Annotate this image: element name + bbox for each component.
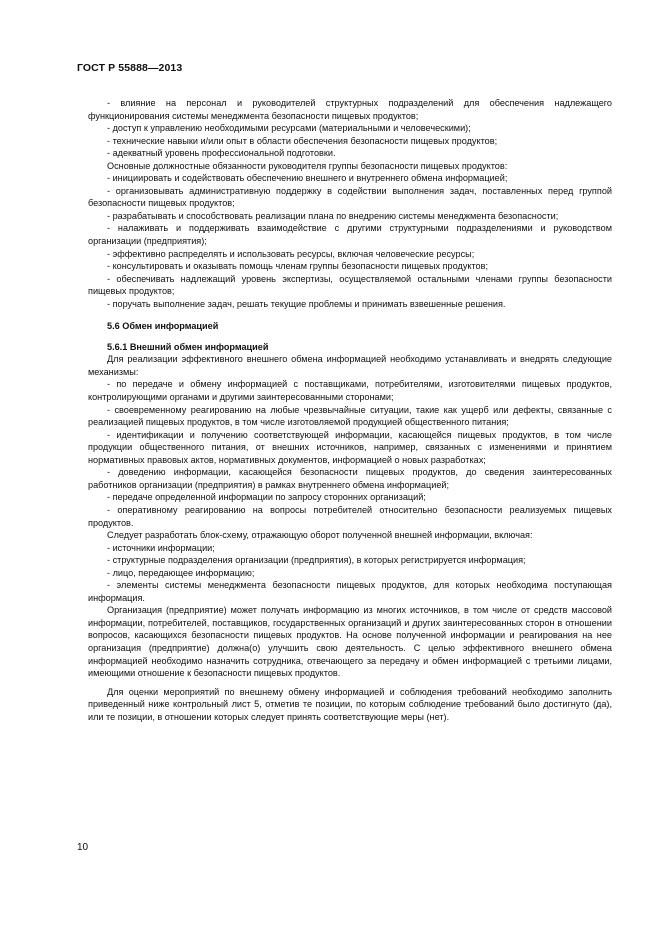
paragraph: - передаче определенной информации по запросу сторонних организаций;: [107, 492, 426, 503]
paragraph: - поручать выполнение задач, решать текущие проблемы и принимать взвешенные решения.: [107, 298, 506, 309]
paragraph: - идентификации и получению соответствующей информации, касающейся пищевых продуктов, в том числе продукции общественного питания, от внешних источников, например, связанных с изменениями и принятием нормативных правовых актов, нормативных документов, информацией о новых разработках;: [88, 429, 612, 465]
paragraph: - обеспечивать надлежащий уровень экспертизы, осуществляемой остальными членами группы безопасности пищевых продуктов;: [88, 273, 612, 297]
paragraph: - налаживать и поддерживать взаимодействие с другими структурными подразделениями и руководством организации (предприятия);: [88, 223, 612, 247]
subsection-heading: 5.6.1 Внешний обмен информацией: [107, 341, 269, 352]
paragraph: - разрабатывать и способствовать реализации плана по внедрению системы менеджмента безопасности;: [107, 210, 559, 221]
paragraph: - организовывать административную поддержку в содействии выполнения задач, поставленных перед группой безопасности пищевых продуктов;: [88, 185, 612, 209]
paragraph: - доступ к управлению необходимыми ресурсами (материальными и человеческими);: [107, 123, 471, 134]
paragraph: - влияние на персонал и руководителей структурных подразделений для обеспечения надлежащего функционирования системы менеджмента безопасности пищевых продуктов;: [88, 98, 612, 121]
paragraph: - по передаче и обмену информацией с поставщиками, потребителями, изготовителями пищевых продуктов, контролирующими органами и другими заинтересованными сторонами;: [88, 379, 612, 403]
paragraph: - оперативному реагированию на вопросы потребителей относительно безопасности реализуемых пищевых продуктов.: [88, 504, 612, 528]
document-body: [88, 97, 612, 723]
section-heading: 5.6 Обмен информацией: [107, 321, 219, 332]
paragraph: - консультировать и оказывать помощь членам группы безопасности пищевых продуктов;: [107, 261, 489, 272]
paragraph: - доведению информации, касающейся безопасности пищевых продуктов, до сведения заинтересованных работников организации (предприятия) в рамках внутреннего обмена информацией;: [88, 467, 612, 490]
paragraph: - лицо, передающее информацию;: [107, 567, 255, 578]
paragraph: - адекватный уровень профессиональной подготовки.: [107, 148, 336, 159]
paragraph: - своевременному реагированию на любые чрезвычайные ситуации, такие как ущерб или дефекты, связанные с реализацией пищевых продуктов, в том числе изготовляемой продукцией общественного питания;: [88, 404, 612, 428]
paragraph: Организация (предприятие) может получать информацию из многих источников, в том числе от средств массовой информации, потребителей, поставщиков, государственных организаций и других заинтересованных сторон в отношении вопросов, касающихся безопасности пищевых продуктов. На основе полученной информации и реагирования на нее организация (предприятие) должна(о) улучшить свою деятельность. С целью эффективного внешнего обмена информацией необходимо назначить сотрудника, отвечающего за передачу и обмен информацией с третьими лицами, имеющими отношение к безопасности пищевых продуктов.: [88, 605, 612, 679]
paragraph: Следует разработать блок-схему, отражающую оборот полученной внешней информации, включая:: [107, 530, 533, 541]
paragraph: Для оценки мероприятий по внешнему обмену информацией и соблюдения требований необходимо заполнить приведенный ниже контрольный лист 5, отметив те позиции, по которым соблюдение требований было достигнуто (да), или те позиции, в отношении которых следует принять соответствующие меры (нет).: [88, 686, 612, 722]
document-header: ГОСТ Р 55888—2013: [77, 62, 183, 74]
paragraph: Для реализации эффективного внешнего обмена информацией необходимо устанавливать и внедрять следующие механизмы:: [88, 354, 612, 377]
paragraph: - структурные подразделения организации (предприятия), в которых регистрируется информация;: [107, 555, 526, 566]
paragraph: Основные должностные обязанности руководителя группы безопасности пищевых продуктов:: [107, 160, 508, 171]
paragraph: - эффективно распределять и использовать ресурсы, включая человеческие ресурсы;: [107, 248, 475, 259]
paragraph: - источники информации;: [107, 542, 215, 553]
paragraph: - элементы системы менеджмента безопасности пищевых продуктов, для которых необходима поступающая информация.: [88, 580, 612, 603]
paragraph: - инициировать и содействовать обеспечению внешнего и внутреннего обмена информацией;: [107, 173, 508, 184]
page-number: 10: [77, 842, 89, 853]
paragraph: - технические навыки и/или опыт в области обеспечения безопасности пищевых продуктов;: [107, 135, 498, 146]
